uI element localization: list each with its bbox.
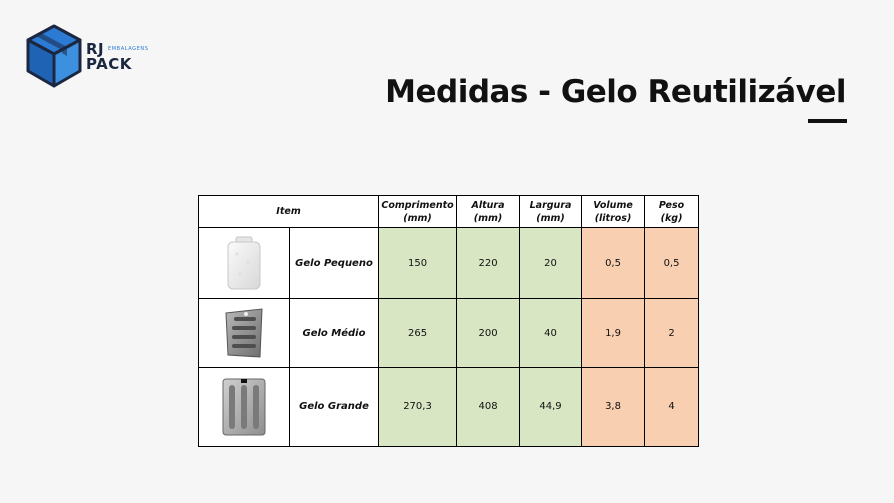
row-altura: 220 [457, 228, 520, 299]
row-volume: 0,5 [582, 228, 645, 299]
large-ice-pack-icon [221, 377, 267, 437]
header-item: Item [199, 196, 379, 228]
table-row [199, 299, 699, 368]
row-peso: 2 [645, 299, 699, 368]
table-row [199, 228, 699, 299]
header-peso: Peso (kg) [645, 196, 699, 228]
brand-pack: PACK [86, 55, 132, 73]
brand-embalagens: EMBALAGENS [108, 46, 149, 52]
header-altura: Altura (mm) [457, 196, 520, 228]
row-volume: 3,8 [582, 367, 645, 446]
row-largura: 44,9 [520, 367, 582, 446]
measurements-table [198, 195, 699, 447]
small-ice-pack-icon [226, 236, 262, 290]
table-header-row [199, 196, 699, 228]
row-comprimento: 265 [379, 299, 457, 368]
row-item-name: Gelo Grande [290, 367, 379, 446]
row-peso: 4 [645, 367, 699, 446]
row-largura: 40 [520, 299, 582, 368]
title-underline [808, 119, 847, 123]
row-altura: 408 [457, 367, 520, 446]
header-largura: Largura (mm) [520, 196, 582, 228]
row-altura: 200 [457, 299, 520, 368]
row-item-name: Gelo Pequeno [290, 228, 379, 299]
table-row [199, 367, 699, 446]
medium-ice-pack-icon [222, 307, 266, 359]
row-comprimento: 270,3 [379, 367, 457, 446]
header-comprimento: Comprimento (mm) [379, 196, 457, 228]
header-volume: Volume (litros) [582, 196, 645, 228]
row-comprimento: 150 [379, 228, 457, 299]
rj-pack-logo [26, 24, 149, 88]
row-image [199, 228, 290, 299]
row-largura: 20 [520, 228, 582, 299]
row-image [199, 367, 290, 446]
page-title: Medidas - Gelo Reutilizável [385, 74, 846, 110]
row-image [199, 299, 290, 368]
row-item-name: Gelo Médio [290, 299, 379, 368]
row-peso: 0,5 [645, 228, 699, 299]
cube-logo-icon [26, 24, 82, 88]
brand-rj: RJ [86, 40, 105, 58]
row-volume: 1,9 [582, 299, 645, 368]
